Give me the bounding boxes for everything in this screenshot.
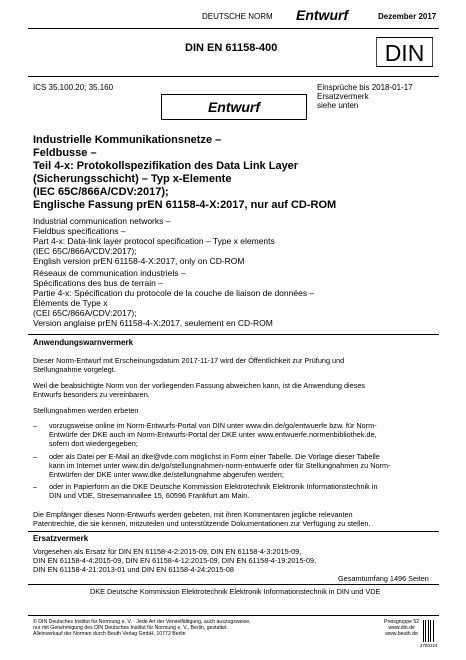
- page-count: Gesamtumfang 1496 Seiten: [338, 574, 429, 583]
- einspruch-line: Einsprüche bis 2018-01-17: [317, 83, 413, 92]
- price-info: [384, 619, 419, 637]
- einspruch-info: [317, 83, 413, 110]
- text-line: sofern dort wiedergegeben;: [49, 439, 138, 448]
- divider: [28, 531, 439, 532]
- text-line: Dieser Norm-Entwurf mit Erscheinungsdatum 2017-11-17 wird der Öffentlichkeit zur Prüfung und: [33, 356, 345, 365]
- title-line: Éléments de Type x: [33, 298, 108, 308]
- header-norm-label: DEUTSCHE NORM: [202, 12, 273, 21]
- text-line: Vorgesehen als Ersatz für DIN EN 61158-4-2:2015-09, DIN EN 61158-4-3:2015-09,: [33, 547, 302, 556]
- text-line: oder als Datei per E-Mail an dke@vde.com möglichst in Form einer Tabelle. Die Vorlage dieser Tabelle: [49, 452, 380, 461]
- title-line: Industrielle Kommunikationsnetze –: [33, 134, 222, 146]
- title-line: Industrial communication networks –: [33, 216, 171, 226]
- text-line: Weil die beabsichtigte Norm von der vorliegenden Fassung abweichen kann, ist die Anwendung dieses: [33, 381, 366, 390]
- paragraph: [33, 356, 443, 374]
- list-dash: –: [33, 452, 38, 461]
- text-line: Patentrechte, die sie kennen, mitzuteilen und unterstützende Dokumentationen zur Verfügung zu stellen.: [33, 519, 371, 528]
- text-line: DIN und VDE, Stresemannallee 15, 60596 Frankfurt am Main.: [49, 491, 250, 500]
- text-line: DIN EN 61158-4-4:2015-09, DIN EN 61158-4-12:2015-09, DIN EN 61158-4-19:2015-09,: [33, 556, 317, 565]
- divider: [28, 76, 439, 77]
- paragraph: [33, 381, 443, 399]
- title-line: (CEI 65C/866A/CDV:2017);: [33, 308, 137, 318]
- paragraph: [33, 510, 443, 528]
- divider: [28, 584, 439, 585]
- title-line: (Sicherungsschicht) – Typ x-Elemente: [33, 173, 232, 185]
- header-date: Dezember 2017: [378, 12, 437, 21]
- svg-text:DIN: DIN: [384, 40, 425, 66]
- copyright-footer: [33, 619, 323, 637]
- divider: [28, 334, 439, 335]
- title-line: Spécifications des bus de terrain –: [33, 278, 163, 288]
- text-line: Stellungnahme vorgelegt.: [33, 365, 116, 374]
- beuth-link[interactable]: www.beuth.de: [385, 631, 418, 637]
- dke-line: DKE Deutsche Kommission Elektrotechnik Elektronik Informationstechnik in DIN und VDE: [90, 587, 381, 596]
- divider: [28, 615, 439, 616]
- ersatzvermerk-heading: Ersatzvermerk: [33, 534, 89, 543]
- title-german: [33, 134, 336, 212]
- title-line: Réseaux de communication industriels –: [33, 268, 186, 278]
- text-line: Entwürfen der DKE unter www.dke.de/stellungnahme abgerufen werden;: [49, 470, 284, 479]
- text-line: vorzugsweise online im Norm-Entwurfs-Portal von DIN unter www.din.de/go/entwuerfe bzw. für Norm-: [49, 421, 377, 430]
- ersatz-text: [33, 547, 443, 574]
- title-line: Part 4-x: Data-link layer protocol specification – Type x elements: [33, 236, 275, 246]
- anwendungswarnvermerk-heading: Anwendungswarnvermerk: [33, 338, 134, 347]
- title-french: [33, 268, 314, 328]
- footer-line: Alleinverkauf der Normen durch Beuth Verlag GmbH, 10772 Berlin: [33, 631, 186, 637]
- list-dash: –: [33, 421, 38, 430]
- ics-code: ICS 35.100.20; 35.160: [33, 83, 114, 92]
- title-line: Version anglaise prEN 61158-4-X:2017, seulement en CD-ROM: [33, 318, 273, 328]
- title-line: English version prEN 61158-4-X:2017, only on CD-ROM: [33, 256, 245, 266]
- divider: [28, 28, 439, 29]
- text-line: Entwurfs besonders zu vereinbaren.: [33, 390, 150, 399]
- text-line: Entwürfe der DKE auch im Norm-Entwurfs-Portal der DKE unter www.entwuerfe.normenbibliothek.de,: [49, 430, 377, 439]
- title-line: Partie 4-x: Spécification du protocole de la couche de liaison de données –: [33, 288, 315, 298]
- einspruch-line: siehe unten: [317, 101, 359, 110]
- title-line: (IEC 65C/866A/CDV:2017);: [33, 246, 137, 256]
- text-line: Die Empfänger dieses Norm-Entwurfs werden gebeten, mit ihren Kommentaren jegliche relevanten: [33, 510, 353, 519]
- paragraph: Stellungnahmen werden erbeten: [33, 406, 139, 415]
- title-line: Fieldbus specifications –: [33, 226, 126, 236]
- price-group: Preisgruppe 52: [384, 619, 420, 625]
- barcode-icon: [423, 620, 435, 642]
- din-link[interactable]: www.din.de: [388, 625, 415, 631]
- einspruch-line: Ersatzvermerk: [317, 92, 369, 101]
- title-line: (IEC 65C/866A/CDV:2017);: [33, 186, 169, 198]
- title-line: Teil 4-x: Protokollspezifikation des Data Link Layer: [33, 160, 299, 172]
- text-line: oder in Papierform an die DKE Deutsche Kommission Elektrotechnik Elektronik Informationstechnik in: [49, 482, 378, 491]
- text-line: DIN EN 61158-4-21:2013-01 und DIN EN 61158-4-24:2015-08: [33, 565, 234, 574]
- text-line: kann im Internet unter www.din.de/go/stellungnahmen-norm-entwuerfe oder für Stellungnahmen zu Norm-: [49, 461, 391, 470]
- footer-line: © DIN Deutsches Institut für Normung e. V. · Jede Art der Vervielfältigung, auch auszugsweise,: [33, 619, 251, 625]
- entwurf-stamp: Entwurf: [161, 94, 307, 120]
- title-line: Englische Fassung prEN 61158-4-X:2017, nur auf CD-ROM: [33, 199, 337, 211]
- title-english: [33, 216, 275, 266]
- document-number: DIN EN 61158-400: [185, 42, 278, 54]
- title-line: Feldbusse –: [33, 147, 97, 159]
- din-logo: [376, 37, 433, 67]
- list-dash: –: [33, 482, 38, 491]
- header-entwurf-label: Entwurf: [296, 7, 349, 23]
- footer-line: nur mit Genehmigung des DIN Deutsches Institut für Normung e. V., Berlin, gestattet.: [33, 625, 229, 631]
- barcode-number: 2780224: [420, 643, 438, 648]
